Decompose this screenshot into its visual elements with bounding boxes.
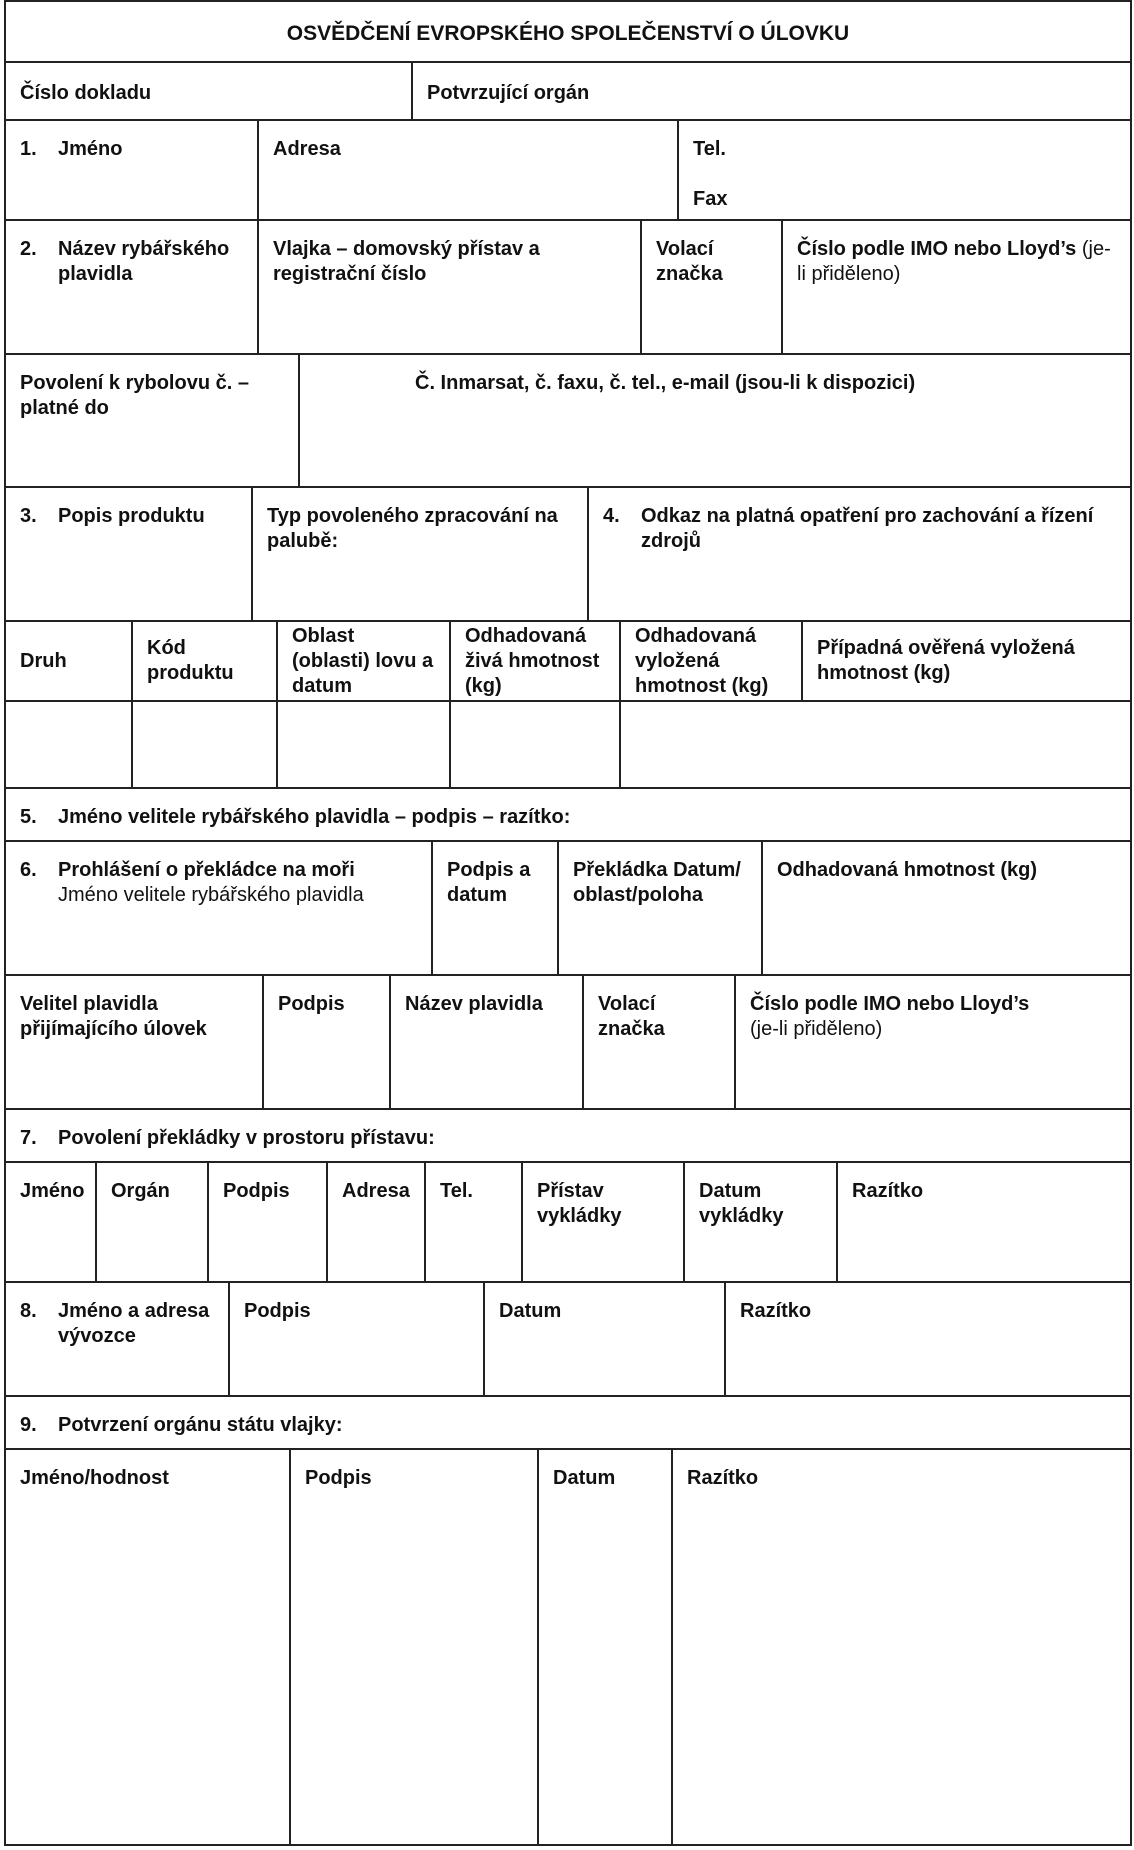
master-signature-label: Jméno velitele rybářského plavidla – podpis – razítko: [58,806,571,828]
section-1-contact-field[interactable] [677,121,1130,219]
imo-label: Číslo podle IMO nebo Lloyd’s [797,238,1077,260]
exporter-stamp-field[interactable]: Razítko [724,1283,1130,1395]
product-description-field[interactable] [6,488,251,620]
form-title: OSVĚDČENÍ EVROPSKÉHO SPOLEČENSTVÍ O ÚLOVKU [286,22,850,45]
fishing-licence-field[interactable]: Povolení k rybolovu č. – platné do [20,372,249,419]
section-9-number: 9. [20,1414,37,1436]
port-tel-field[interactable]: Tel. [424,1163,521,1281]
section-5-number: 5. [20,806,37,828]
flag-signature-field[interactable]: Podpis [289,1450,537,1844]
live-weight-header: Odhadovaná živá hmotnost (kg) [449,622,619,700]
official-name-title-field[interactable]: Jméno/hodnost [20,1467,169,1489]
section-3-4-row [6,488,1130,622]
receiving-vessel-name-field[interactable]: Název plavidla [389,976,582,1108]
flag-state-validation-label: Potvrzení orgánu státu vlajky: [58,1414,343,1436]
port-authorisation-row [6,1163,1130,1283]
transhipment-declaration-field[interactable] [6,842,431,974]
port-authority-field[interactable]: Orgán [95,1163,207,1281]
receiving-vessel-row [6,976,1130,1110]
master-name-label: Jméno velitele rybářského plavidla [58,884,364,906]
receiving-master-field[interactable]: Velitel plavidla přijímajícího úlovek [20,993,207,1040]
flag-state-row [6,1450,1130,1844]
species-input-cell[interactable] [6,702,131,787]
conservation-reference-label: Odkaz na platná opatření pro zachování a řízení zdrojů [641,505,1094,552]
port-transhipment-authorisation-heading [6,1110,1130,1161]
product-table-header [6,622,1130,702]
vessel-name-label-1: Název rybářského [58,238,230,260]
exporter-label-1: Jméno a adresa [58,1300,210,1322]
transhipment-declaration-label: Prohlášení o překládce na moři [58,859,355,881]
document-row [6,63,1130,121]
estimated-weight-field[interactable]: Odhadovaná hmotnost (kg) [761,842,1130,974]
landed-weight-header: Odhadovaná vyložená hmotnost (kg) [619,622,801,700]
imo-number-field[interactable] [781,221,1130,353]
catch-certificate-form [4,0,1132,1846]
section-2-number: 2. [20,238,37,260]
flag-state-validation-heading [6,1397,1130,1448]
receiving-signature-field[interactable]: Podpis [262,976,389,1108]
section-1-name-label: Jméno [58,138,123,160]
document-number-field[interactable]: Číslo dokladu [20,82,152,104]
vessel-name-label-2: plavidla [58,263,133,285]
port-signature-field[interactable]: Podpis [207,1163,326,1281]
species-header: Druh [20,649,67,672]
section-5-row [6,789,1130,842]
flag-date-field[interactable]: Datum [537,1450,671,1844]
section-6-row [6,842,1130,976]
receiving-call-sign-field[interactable]: Volací značka [582,976,734,1108]
exporter-field[interactable] [6,1283,228,1395]
licence-row [6,355,1130,488]
tel-label: Tel. [693,138,726,160]
section-1-address-field[interactable]: Adresa [257,121,677,219]
section-1-name-field[interactable] [6,121,257,219]
catch-area-date-header: Oblast (oblasti) lovu a datum [276,622,449,700]
date-of-landing-field[interactable]: Datum vykládky [683,1163,836,1281]
signature-date-field[interactable]: Podpis a datum [431,842,557,974]
exporter-date-field[interactable]: Datum [483,1283,724,1395]
section-4-number: 4. [603,505,620,527]
product-code-input-cell[interactable] [131,702,276,787]
section-7-row [6,1110,1130,1163]
receiving-imo-note: (je-li přiděleno) [750,1018,883,1040]
fax-label: Fax [693,188,728,210]
imo-note: (je-li přiděleno) [797,238,1111,285]
product-code-header: Kód produktu [131,622,276,700]
section-1-row [6,121,1130,221]
verified-weight-header: Případná ověřená vyložená hmotnost (kg) [801,622,1130,700]
port-transhipment-label: Povolení překládky v prostoru přístavu: [58,1127,435,1149]
port-stamp-field[interactable]: Razítko [836,1163,1130,1281]
title-row [6,2,1130,63]
section-8-number: 8. [20,1300,37,1322]
vessel-name-field[interactable] [6,221,257,353]
port-name-field[interactable]: Jméno [20,1180,85,1202]
catch-area-input-cell[interactable] [276,702,449,787]
port-address-field[interactable]: Adresa [326,1163,424,1281]
inmarsat-contact-field[interactable]: Č. Inmarsat, č. faxu, č. tel., e-mail (jsou-li k dispozici) [298,355,1130,486]
product-description-label: Popis produktu [58,505,205,527]
validating-authority-field[interactable]: Potvrzující orgán [411,63,1130,119]
master-signature-field[interactable] [6,789,1130,840]
section-2-row [6,221,1130,355]
receiving-imo-field[interactable] [734,976,1130,1108]
conservation-reference-field[interactable] [587,488,1130,620]
port-of-landing-field[interactable]: Přístav vykládky [521,1163,683,1281]
live-weight-input-cell[interactable] [449,702,619,787]
flag-port-registration-field[interactable]: Vlajka – domovský přístav a registrační číslo [257,221,640,353]
receiving-imo-label: Číslo podle IMO nebo Lloyd’s [750,993,1030,1015]
landed-weight-input-cell[interactable] [619,702,1130,787]
section-6-number: 6. [20,859,37,881]
section-1-number: 1. [20,138,37,160]
flag-stamp-field[interactable]: Razítko [671,1450,1130,1844]
section-8-row [6,1283,1130,1397]
product-table-entry-row [6,702,1130,789]
section-3-number: 3. [20,505,37,527]
transhipment-date-area-field[interactable]: Překládka Datum/ oblast/poloha [557,842,761,974]
section-9-row [6,1397,1130,1450]
exporter-signature-field[interactable]: Podpis [228,1283,483,1395]
section-7-number: 7. [20,1127,37,1149]
exporter-label-2: vývozce [58,1325,136,1347]
processing-type-field[interactable]: Typ povoleného zpracování na palubě: [251,488,587,620]
call-sign-field[interactable]: Volací značka [640,221,781,353]
